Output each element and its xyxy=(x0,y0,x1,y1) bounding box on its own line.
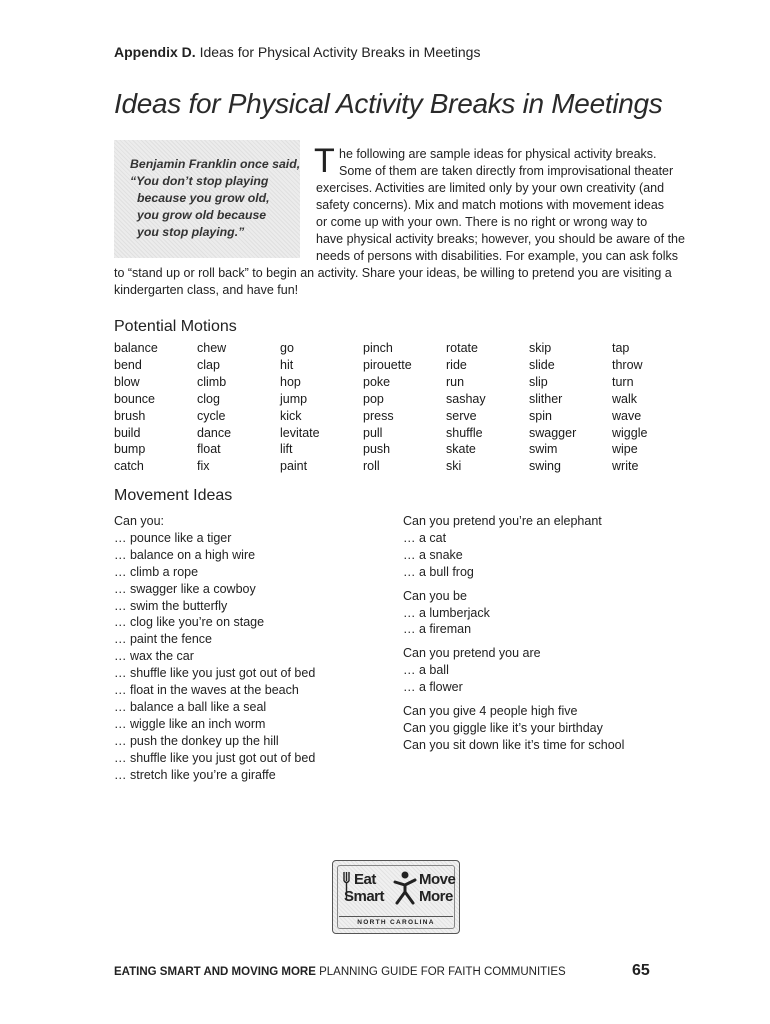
motion-word: ski xyxy=(446,459,462,474)
motion-word: fix xyxy=(197,459,210,474)
motion-word: jump xyxy=(280,391,308,406)
intro-line: safety concerns). Mix and match motions with movement ideas xyxy=(316,198,665,212)
intro-line: exercises. Activities are limited only by your own creativity (and xyxy=(316,181,665,195)
movement-line: … wiggle like an inch worm xyxy=(114,716,266,731)
logo-move: Move xyxy=(419,871,456,888)
movement-line: … paint the fence xyxy=(114,632,212,647)
motion-word: throw xyxy=(612,357,643,372)
movement-line: Can you be xyxy=(403,588,467,603)
intro-line: Some of them are taken directly from improvisational theater xyxy=(339,164,674,178)
motion-word: hop xyxy=(280,374,301,389)
group-gap xyxy=(403,638,624,645)
intro-line: or come up with your own. There is no right or wrong way to xyxy=(316,215,648,229)
motion-word: pull xyxy=(363,425,383,440)
motion-word: run xyxy=(446,374,465,389)
movement-line: … clog like you’re on stage xyxy=(114,615,265,630)
motion-word: wiggle xyxy=(612,425,648,440)
motion-word: pinch xyxy=(363,341,393,355)
motion-word: lift xyxy=(280,442,293,457)
motion-word: clap xyxy=(197,357,220,372)
motion-word: bump xyxy=(114,442,146,457)
movement-line: Can you: xyxy=(114,514,165,528)
movement-line: … balance on a high wire xyxy=(114,547,256,562)
motion-word: kick xyxy=(280,408,302,423)
footer-text: PLANNING GUIDE FOR FAITH COMMUNITIES xyxy=(315,966,566,978)
motion-word: swagger xyxy=(529,425,577,440)
motion-word: balance xyxy=(114,341,158,355)
motion-word: bend xyxy=(114,357,142,372)
motion-word: ride xyxy=(446,357,467,372)
motion-word: climb xyxy=(197,374,227,389)
movement-line: Can you give 4 people high five xyxy=(403,704,578,719)
quote-line: you grow old because xyxy=(137,208,267,222)
appendix-title: Ideas for Physical Activity Breaks in Meetings xyxy=(199,44,481,60)
intro-line: needs of persons with disabilities. For example, you can ask folks xyxy=(316,249,678,263)
motion-word: clog xyxy=(197,391,220,406)
intro-line: have physical activity breaks; however, you should be aware of the xyxy=(316,232,685,246)
motion-word: hit xyxy=(280,357,294,372)
motion-word: push xyxy=(363,442,391,457)
logo-north-carolina: NORTH CAROLINA xyxy=(339,916,453,927)
footer-bold: EATING SMART AND MOVING MORE xyxy=(114,966,316,978)
motion-word: brush xyxy=(114,408,146,423)
page-footer xyxy=(114,966,566,978)
motion-word: build xyxy=(114,425,141,440)
motion-word: swing xyxy=(529,459,561,474)
motion-word: dance xyxy=(197,425,232,440)
drop-cap: T xyxy=(314,142,335,180)
motions-column xyxy=(363,340,412,475)
appendix-label: Appendix D. xyxy=(114,44,196,60)
motion-word: swim xyxy=(529,442,558,457)
motions-column xyxy=(197,340,231,475)
motions-column xyxy=(280,340,320,475)
movement-line: … float in the waves at the beach xyxy=(114,683,299,698)
motion-word: sashay xyxy=(446,391,486,406)
movement-line: … swagger like a cowboy xyxy=(114,581,256,596)
motion-word: skate xyxy=(446,442,476,457)
movement-line: Can you pretend you are xyxy=(403,646,541,661)
motion-word: serve xyxy=(446,408,477,423)
motions-column xyxy=(612,340,647,475)
quote-line: you stop playing.” xyxy=(137,225,245,239)
movement-line: … a lumberjack xyxy=(403,605,490,620)
franklin-quote xyxy=(130,156,300,241)
motion-word: spin xyxy=(529,408,552,423)
movement-line: … shuffle like you just got out of bed xyxy=(114,666,316,681)
movement-line: … push the donkey up the hill xyxy=(114,733,279,748)
movement-line: Can you giggle like it’s your birthday xyxy=(403,720,603,735)
logo-smart: Smart xyxy=(344,888,385,905)
motion-word: pirouette xyxy=(363,357,412,372)
motion-word: slip xyxy=(529,374,548,389)
motion-word: catch xyxy=(114,459,144,474)
motion-word: wave xyxy=(612,408,642,423)
movement-ideas-heading: Movement Ideas xyxy=(114,487,233,504)
movement-line: … balance a ball like a seal xyxy=(114,699,267,714)
motion-word: wipe xyxy=(612,442,638,457)
motion-word: poke xyxy=(363,374,391,389)
page-number: 65 xyxy=(632,962,650,979)
movement-ideas-right xyxy=(403,513,624,754)
page-title: Ideas for Physical Activity Breaks in Meetings xyxy=(114,88,663,119)
motion-word: bounce xyxy=(114,391,156,406)
motions-column xyxy=(114,340,158,475)
running-person-icon xyxy=(393,871,417,905)
movement-line: … a ball xyxy=(403,663,449,678)
intro-line: he following are sample ideas for physical activity breaks. xyxy=(339,147,657,161)
movement-line: … a flower xyxy=(403,680,463,695)
movement-line: … shuffle like you just got out of bed xyxy=(114,750,316,765)
motion-word: write xyxy=(612,459,639,474)
motion-word: rotate xyxy=(446,341,478,355)
motions-column xyxy=(529,340,576,475)
logo-eat: Eat xyxy=(354,871,376,888)
motion-word: levitate xyxy=(280,425,320,440)
quote-box xyxy=(114,140,300,258)
appendix-header xyxy=(114,44,480,60)
motion-word: blow xyxy=(114,374,140,389)
motion-word: chew xyxy=(197,341,227,355)
movement-line: … swim the butterfly xyxy=(114,598,228,613)
motion-word: turn xyxy=(612,374,634,389)
movement-line: … stretch like you’re a giraffe xyxy=(114,767,276,782)
group-gap xyxy=(403,696,624,703)
logo-more: More xyxy=(419,888,453,905)
motion-word: slide xyxy=(529,357,555,372)
potential-motions-heading: Potential Motions xyxy=(114,318,237,335)
motion-word: paint xyxy=(280,459,308,474)
motion-word: press xyxy=(363,408,394,423)
motions-column xyxy=(446,340,486,475)
movement-line: … a bull frog xyxy=(403,564,474,579)
eat-smart-move-more-logo xyxy=(332,860,460,934)
movement-line: … wax the car xyxy=(114,649,194,664)
movement-line: … climb a rope xyxy=(114,564,199,579)
motion-word: float xyxy=(197,442,221,457)
motion-word: tap xyxy=(612,341,630,355)
motion-word: walk xyxy=(612,391,638,406)
intro-line: to “stand up or roll back” to begin an activity. Share your ideas, be willing to pretend you are visiting a xyxy=(114,266,672,280)
movement-line: … pounce like a tiger xyxy=(114,530,232,545)
group-gap xyxy=(403,581,624,588)
movement-line: Can you pretend you’re an elephant xyxy=(403,514,602,528)
quote-line: because you grow old, xyxy=(137,191,270,205)
motion-word: go xyxy=(280,341,294,355)
motion-word: slither xyxy=(529,391,563,406)
motion-word: cycle xyxy=(197,408,226,423)
intro-line: kindergarten class, and have fun! xyxy=(114,283,299,297)
movement-line: … a snake xyxy=(403,547,463,562)
motion-word: skip xyxy=(529,341,552,355)
movement-line: … a fireman xyxy=(403,622,472,637)
movement-line: … a cat xyxy=(403,530,447,545)
motion-word: roll xyxy=(363,459,380,474)
motion-word: pop xyxy=(363,391,384,406)
quote-line: “You don’t stop playing xyxy=(130,174,269,188)
quote-line: Benjamin Franklin once said, xyxy=(130,157,301,171)
motion-word: shuffle xyxy=(446,425,483,440)
movement-line: Can you sit down like it’s time for school xyxy=(403,737,625,752)
movement-ideas-left xyxy=(114,513,315,784)
